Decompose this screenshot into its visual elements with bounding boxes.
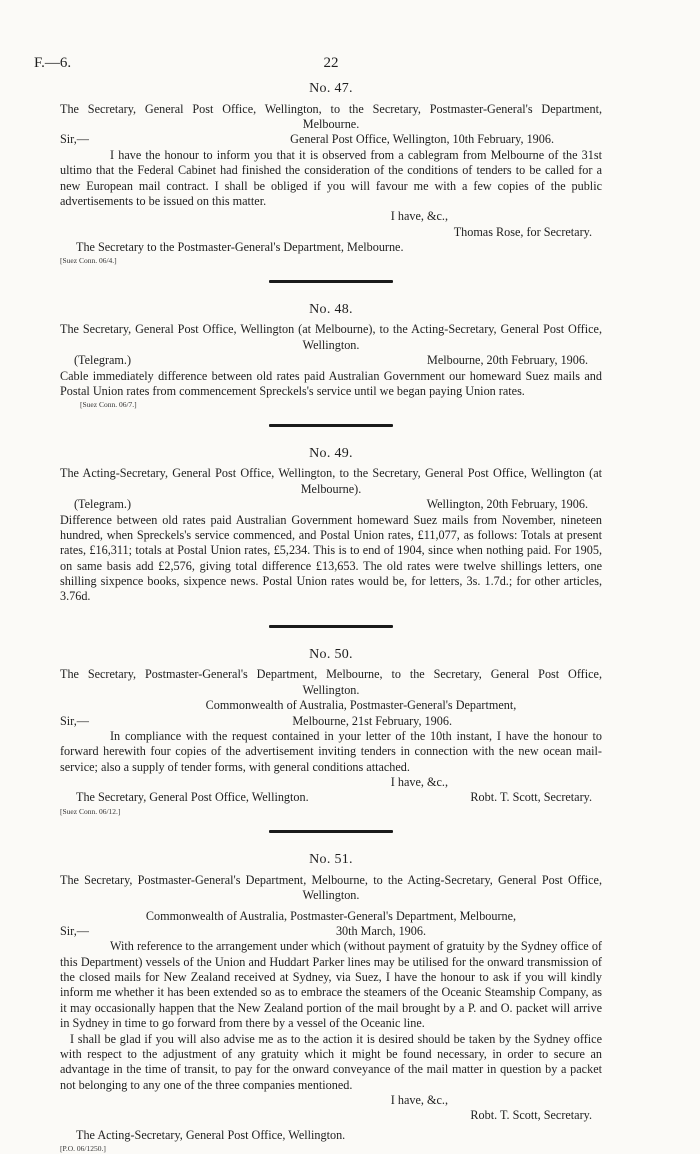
file-reference: [Suez Conn. 06/12.] xyxy=(60,806,121,816)
letter-route: The Secretary, Postmaster-General's Department, Melbourne, to the Secretary, General Post Office, Wellington. xyxy=(60,667,602,697)
letter-route: The Secretary, Postmaster-General's Department, Melbourne, to the Acting-Secretary, General Post Office, Wellington. xyxy=(60,872,602,903)
letter-number: No. 50. xyxy=(309,646,353,662)
letter-body-paragraph-2: I shall be glad if you will also advise me as to the action it is desired should be taken by the Sydney office with respect to the adjustment of any gratuity which it might be found necessary, in order to secure an advantage in the time of transit, to pay for the onward conveyance of the mail matter in question by a packet not belonging to any one of the three companies mentioned. xyxy=(60,1031,602,1092)
signature: Robt. T. Scott, Secretary. xyxy=(470,790,592,805)
salutation: Sir,— xyxy=(60,923,89,938)
place-date: Wellington, 20th February, 1906. xyxy=(426,497,588,512)
salutation: Sir,— xyxy=(60,132,89,147)
document-page xyxy=(34,54,602,1154)
message-type: (Telegram.) xyxy=(74,353,132,368)
letter-47 xyxy=(60,80,602,266)
place-line: Commonwealth of Australia, Postmaster-General's Department, Melbourne, xyxy=(145,908,517,923)
place-line: Commonwealth of Australia, Postmaster-General's Department, xyxy=(205,698,517,713)
letter-body-paragraph-1: With reference to the arrangement under which (without payment of gratuity by the Sydney office of this Department) vessels of the Union and Huddart Parker lines may be utilised for the onward transmission of the closed mails for New Zealand received at Sydney, via Suez, I have the honour to ask if you will kindly inform me whether it has been extended so as to embrace the steamers of the Oceanic Steamship Company, as it may occasionally happen that the New Zealand portion of the mail brought by a P. and O. packet will arrive in Sydney in time to go forward from there by a vessel of the Oceanic line. xyxy=(60,939,602,1031)
page-header xyxy=(34,54,602,78)
salutation-line xyxy=(60,132,602,147)
letter-route: The Acting-Secretary, General Post Office, Wellington, to the Secretary, General Post Office, Wellington (at Melbourne). xyxy=(60,466,602,496)
file-reference: [Suez Conn. 06/7.] xyxy=(80,400,137,410)
letter-number: No. 48. xyxy=(309,301,353,317)
letter-48 xyxy=(60,301,602,410)
signature: Thomas Rose, for Secretary. xyxy=(453,224,592,239)
message-type: (Telegram.) xyxy=(74,497,132,512)
addressee: The Secretary to the Postmaster-General's Department, Melbourne. xyxy=(76,240,404,254)
closing: I have, &c., xyxy=(390,775,448,789)
letter-route: The Secretary, General Post Office, Wellington (at Melbourne), to the Acting-Secretary, General Post Office, Wellington. xyxy=(60,322,602,352)
type-date-line xyxy=(60,353,602,368)
salutation-line xyxy=(60,714,602,729)
section-divider xyxy=(269,424,393,427)
document-reference: F.—6. xyxy=(34,55,72,71)
page-number: 22 xyxy=(323,55,339,71)
place-date: 30th March, 1906. xyxy=(335,923,426,938)
closing: I have, &c., xyxy=(390,209,448,224)
letter-49 xyxy=(60,445,602,605)
salutation-line xyxy=(60,924,602,939)
letter-body: Difference between old rates paid Australian Government homeward Suez mails from November, nineteen hundred, when Spreckels's service commenced, and Postal Union rates, £11,077, as follows: Totals at present rates, £16,311; totals at Postal Union rates, £5,234. This is to end of 1904, since when nothing paid. For 1905, on same basis add £2,576, giving total difference £13,653. The old rates were twelve shillings letters, one shilling sixpence books, sixpence news. Postal Union rates would be, for letters, 3s. 1.7d.; for other articles, 3.76d. xyxy=(60,512,602,604)
letter-number: No. 49. xyxy=(309,445,353,461)
letter-50 xyxy=(60,646,602,816)
letter-number: No. 51. xyxy=(309,852,353,868)
addressee: The Acting-Secretary, General Post Office, Wellington. xyxy=(76,1127,346,1142)
letter-route: The Secretary, General Post Office, Wellington, to the Secretary, Postmaster-General's Department, Melbourne. xyxy=(60,101,602,131)
signature: Robt. T. Scott, Secretary. xyxy=(470,1108,592,1123)
section-divider xyxy=(269,625,393,628)
place-date: Melbourne, 21st February, 1906. xyxy=(292,713,452,728)
salutation: Sir,— xyxy=(60,713,89,728)
file-reference: [P.O. 06/1250.] xyxy=(60,1144,106,1154)
letter-body: In compliance with the request contained in your letter of the 10th instant, I have the honour to forward herewith four copies of the advertisement inviting tenders in connection with the new ocean mail-service; also a supply of tender forms, with general conditions attached. xyxy=(60,728,602,774)
section-divider xyxy=(269,830,393,833)
place-date: General Post Office, Wellington, 10th February, 1906. xyxy=(290,132,554,147)
closing: I have, &c., xyxy=(390,1093,448,1108)
letter-number: No. 47. xyxy=(309,81,353,96)
letter-body: I have the honour to inform you that it is observed from a cablegram from Melbourne of the 31st ultimo that the Federal Cabinet had finished the consideration of the conditions of tenders to be called for a new European mail contract. I shall be obliged if you will favour me with a few copies of the public advertisements to be issued on this matter. xyxy=(60,147,602,208)
type-date-line xyxy=(60,497,602,512)
addressee: The Secretary, General Post Office, Wellington. xyxy=(76,790,309,805)
letter-51 xyxy=(60,851,602,1153)
addressee-signature-line xyxy=(60,790,602,805)
place-date: Melbourne, 20th February, 1906. xyxy=(426,353,588,368)
section-divider xyxy=(269,280,393,283)
letter-body: Cable immediately difference between old rates paid Australian Government our homeward Suez mails and Postal Union rates from commencement Spreckels's service until we began paying Union rates. xyxy=(60,368,602,398)
file-reference: [Suez Conn. 06/4.] xyxy=(60,256,117,266)
